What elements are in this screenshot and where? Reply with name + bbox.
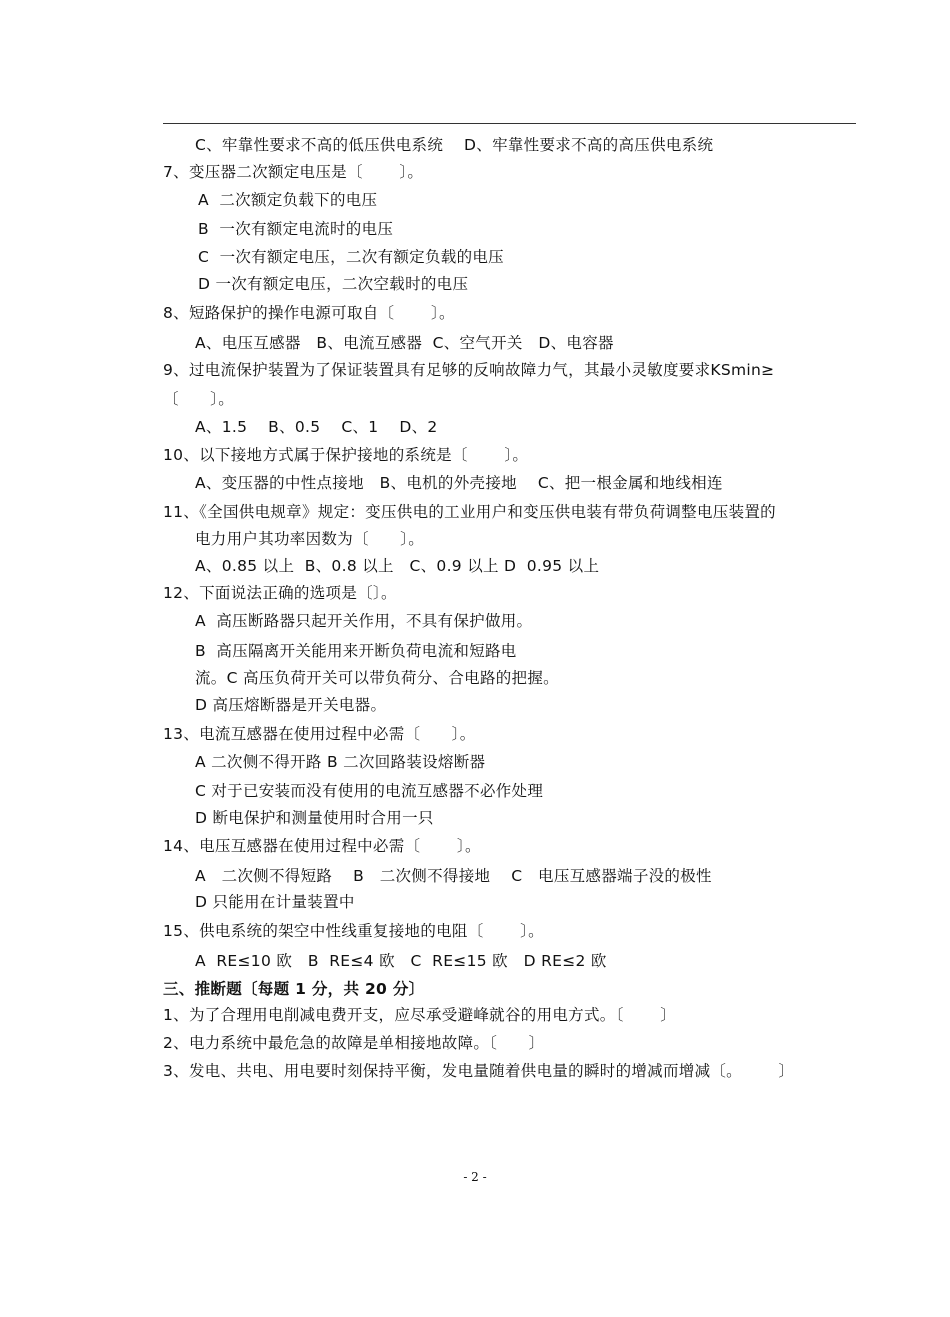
page-number: - 2 - (463, 1170, 487, 1184)
q7-stem: 7、变压器二次额定电压是〔 〕。 (163, 163, 424, 181)
q12-option-b-cont: 流。C 高压负荷开关可以带负荷分、合电路的把握。 (195, 669, 559, 687)
q9-stem-cont: 〔 〕。 (163, 390, 235, 408)
header-rule (163, 123, 856, 124)
q12-option-d: D 高压熔断器是开关电器。 (195, 696, 387, 714)
q10-stem: 10、以下接地方式属于保护接地的系统是〔 〕。 (163, 446, 529, 464)
q13-option-c: C 对于已安装而没有使用的电流互感器不必作处理 (195, 782, 544, 800)
q15-stem: 15、供电系统的架空中性线重复接地的电阻〔 〕。 (163, 922, 544, 940)
q14-options-abc: A 二次侧不得短路 B 二次侧不得接地 C 电压互感器端子没的极性 (195, 867, 712, 885)
judge-q1: 1、为了合理用电削减电费开支，应尽承受避峰就谷的用电方式。〔 〕 (163, 1006, 677, 1024)
q14-stem: 14、电压互感器在使用过程中必需〔 〕。 (163, 837, 481, 855)
q13-stem: 13、电流互感器在使用过程中必需〔 〕。 (163, 725, 476, 743)
q7-option-b: B 一次有额定电流时的电压 (198, 220, 394, 238)
q8-options: A、电压互感器 B、电流互感器 C、空气开关 D、电容器 (195, 334, 614, 352)
q11-options: A、0.85 以上 B、0.8 以上 C、0.9 以上 D 0.95 以上 (195, 557, 600, 575)
q6-options-cd: C、牢靠性要求不高的低压供电系统 D、牢靠性要求不高的高压供电系统 (195, 136, 714, 154)
q15-options: A RE≤10 欧 B RE≤4 欧 C RE≤15 欧 D RE≤2 欧 (195, 952, 607, 970)
q7-option-a: A 二次额定负载下的电压 (198, 191, 378, 209)
q7-option-c: C 一次有额定电压，二次有额定负载的电压 (198, 248, 504, 266)
q13-option-d: D 断电保护和测量使用时合用一只 (195, 809, 434, 827)
q12-option-a: A 高压断路器只起开关作用，不具有保护做用。 (195, 612, 533, 630)
judge-q3: 3、发电、共电、用电要时刻保持平衡，发电量随着供电量的瞬时的增减而增减〔。 〕 (163, 1062, 795, 1080)
q7-option-d: D 一次有额定电压，二次空载时的电压 (198, 275, 469, 293)
q9-options: A、1.5 B、0.5 C、1 D、2 (195, 418, 438, 436)
q11-stem-cont: 电力用户其功率因数为〔 〕。 (195, 530, 425, 548)
q9-stem: 9、过电流保护装置为了保证装置具有足够的反响故障力气，其最小灵敏度要求KSmin≥ (163, 361, 775, 379)
q10-options: A、变压器的中性点接地 B、电机的外壳接地 C、把一根金属和地线相连 (195, 474, 723, 492)
q12-stem: 12、下面说法正确的选项是〔〕。 (163, 584, 397, 602)
q13-options-ab: A 二次侧不得开路 B 二次回路装设熔断器 (195, 753, 486, 771)
q8-stem: 8、短路保护的操作电源可取自〔 〕。 (163, 304, 455, 322)
section-three-heading: 三、推断题〔每题 1 分，共 20 分〕 (163, 980, 425, 998)
q11-stem: 11、《全国供电规章》规定：变压供电的工业用户和变压供电装有带负荷调整电压装置的 (163, 503, 776, 521)
q12-option-b: B 高压隔离开关能用来开断负荷电流和短路电 (195, 642, 517, 660)
q14-option-d: D 只能用在计量装置中 (195, 893, 355, 911)
judge-q2: 2、电力系统中最危急的故障是单相接地故障。〔 〕 (163, 1034, 545, 1052)
